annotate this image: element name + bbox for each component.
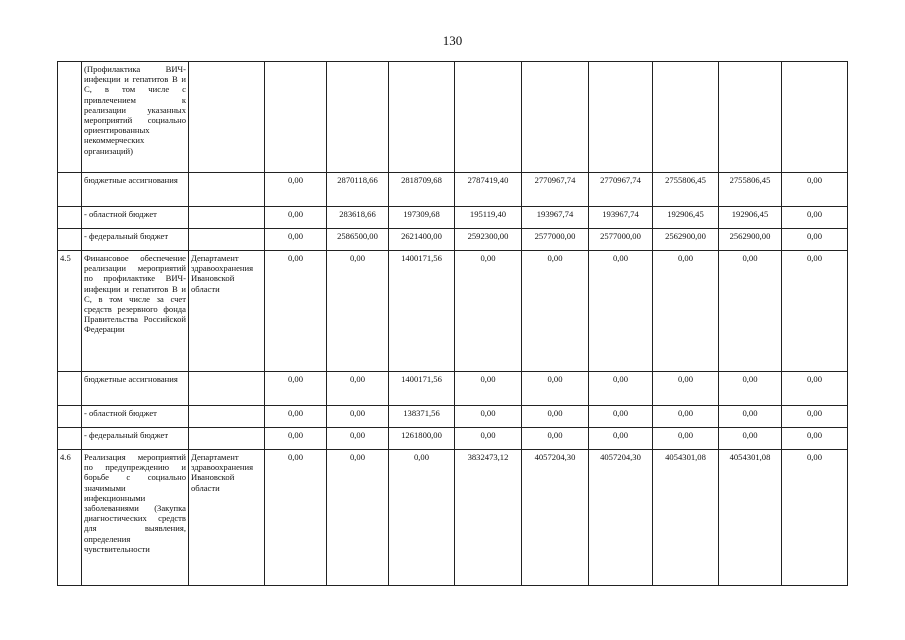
value-cell: 0,00 bbox=[719, 406, 782, 428]
value-cell: 2621400,00 bbox=[389, 229, 455, 251]
value-cell: 0,00 bbox=[653, 372, 719, 406]
value-cell: 1400171,56 bbox=[389, 372, 455, 406]
value-cell bbox=[265, 62, 327, 173]
value-cell: 2577000,00 bbox=[522, 229, 589, 251]
executor-cell: Департамент здравоохранения Ивановской области bbox=[189, 450, 265, 586]
row-name-cell: - федеральный бюджет bbox=[82, 428, 189, 450]
value-cell bbox=[719, 62, 782, 173]
row-index-cell bbox=[58, 372, 82, 406]
value-cell: 0,00 bbox=[782, 229, 848, 251]
value-cell: 193967,74 bbox=[589, 207, 653, 229]
executor-cell bbox=[189, 229, 265, 251]
value-cell: 2562900,00 bbox=[653, 229, 719, 251]
value-cell: 0,00 bbox=[589, 251, 653, 372]
value-cell: 0,00 bbox=[782, 372, 848, 406]
row-name-cell: - федеральный бюджет bbox=[82, 229, 189, 251]
value-cell bbox=[389, 62, 455, 173]
row-name-cell: (Профилактика ВИЧ-инфекции и гепатитов В и С, в том числе с привлечением к реализации указанных мероприятий социально ориентированных некоммерческих организаций) bbox=[82, 62, 189, 173]
table-row bbox=[58, 450, 848, 586]
value-cell: 0,00 bbox=[455, 428, 522, 450]
value-cell bbox=[455, 62, 522, 173]
value-cell bbox=[327, 62, 389, 173]
value-cell: 195119,40 bbox=[455, 207, 522, 229]
value-cell: 0,00 bbox=[522, 406, 589, 428]
value-cell: 2755806,45 bbox=[653, 173, 719, 207]
value-cell: 0,00 bbox=[522, 372, 589, 406]
value-cell: 0,00 bbox=[589, 406, 653, 428]
executor-cell bbox=[189, 406, 265, 428]
value-cell: 283618,66 bbox=[327, 207, 389, 229]
value-cell: 0,00 bbox=[265, 251, 327, 372]
value-cell: 3832473,12 bbox=[455, 450, 522, 586]
value-cell: 4057204,30 bbox=[522, 450, 589, 586]
value-cell: 2770967,74 bbox=[589, 173, 653, 207]
value-cell: 4054301,08 bbox=[653, 450, 719, 586]
value-cell: 1400171,56 bbox=[389, 251, 455, 372]
value-cell: 0,00 bbox=[265, 173, 327, 207]
value-cell: 0,00 bbox=[265, 372, 327, 406]
value-cell: 0,00 bbox=[389, 450, 455, 586]
row-name-cell: - областной бюджет bbox=[82, 406, 189, 428]
value-cell: 2818709,68 bbox=[389, 173, 455, 207]
value-cell: 0,00 bbox=[327, 372, 389, 406]
value-cell bbox=[589, 62, 653, 173]
value-cell: 0,00 bbox=[782, 207, 848, 229]
value-cell: 0,00 bbox=[265, 450, 327, 586]
value-cell: 0,00 bbox=[522, 428, 589, 450]
value-cell: 0,00 bbox=[455, 372, 522, 406]
value-cell: 0,00 bbox=[265, 229, 327, 251]
value-cell: 2870118,66 bbox=[327, 173, 389, 207]
value-cell bbox=[522, 62, 589, 173]
value-cell: 0,00 bbox=[782, 251, 848, 372]
executor-cell: Департамент здравоохранения Ивановской области bbox=[189, 251, 265, 372]
value-cell: 0,00 bbox=[782, 406, 848, 428]
value-cell: 0,00 bbox=[653, 406, 719, 428]
value-cell: 0,00 bbox=[265, 428, 327, 450]
value-cell: 0,00 bbox=[589, 372, 653, 406]
value-cell: 0,00 bbox=[327, 450, 389, 586]
table-row bbox=[58, 372, 848, 406]
value-cell: 197309,68 bbox=[389, 207, 455, 229]
value-cell: 0,00 bbox=[719, 428, 782, 450]
value-cell: 0,00 bbox=[265, 207, 327, 229]
budget-table bbox=[57, 61, 848, 586]
value-cell: 193967,74 bbox=[522, 207, 589, 229]
row-index-cell bbox=[58, 406, 82, 428]
value-cell: 0,00 bbox=[327, 428, 389, 450]
value-cell: 2586500,00 bbox=[327, 229, 389, 251]
table-row bbox=[58, 173, 848, 207]
table-row bbox=[58, 406, 848, 428]
value-cell: 2592300,00 bbox=[455, 229, 522, 251]
executor-cell bbox=[189, 62, 265, 173]
value-cell: 0,00 bbox=[265, 406, 327, 428]
value-cell: 2755806,45 bbox=[719, 173, 782, 207]
value-cell: 4057204,30 bbox=[589, 450, 653, 586]
row-index-cell bbox=[58, 229, 82, 251]
executor-cell bbox=[189, 372, 265, 406]
value-cell: 0,00 bbox=[782, 450, 848, 586]
row-index-cell: 4.5 bbox=[58, 251, 82, 372]
value-cell: 192906,45 bbox=[719, 207, 782, 229]
table-row bbox=[58, 251, 848, 372]
value-cell: 2787419,40 bbox=[455, 173, 522, 207]
table-row bbox=[58, 428, 848, 450]
row-name-cell: бюджетные ассигнования bbox=[82, 173, 189, 207]
value-cell: 1261800,00 bbox=[389, 428, 455, 450]
table-row bbox=[58, 62, 848, 173]
row-name-cell: - областной бюджет bbox=[82, 207, 189, 229]
value-cell: 0,00 bbox=[782, 173, 848, 207]
row-index-cell bbox=[58, 207, 82, 229]
value-cell: 0,00 bbox=[653, 428, 719, 450]
row-index-cell bbox=[58, 62, 82, 173]
row-name-cell: бюджетные ассигнования bbox=[82, 372, 189, 406]
value-cell: 2562900,00 bbox=[719, 229, 782, 251]
value-cell: 0,00 bbox=[455, 251, 522, 372]
page-number: 130 bbox=[442, 33, 463, 48]
value-cell bbox=[782, 62, 848, 173]
value-cell: 138371,56 bbox=[389, 406, 455, 428]
row-index-cell bbox=[58, 428, 82, 450]
value-cell: 0,00 bbox=[327, 251, 389, 372]
value-cell: 0,00 bbox=[719, 251, 782, 372]
value-cell: 0,00 bbox=[653, 251, 719, 372]
value-cell: 0,00 bbox=[782, 428, 848, 450]
value-cell: 192906,45 bbox=[653, 207, 719, 229]
row-index-cell: 4.6 bbox=[58, 450, 82, 586]
value-cell: 0,00 bbox=[719, 372, 782, 406]
value-cell: 4054301,08 bbox=[719, 450, 782, 586]
table-row bbox=[58, 207, 848, 229]
value-cell bbox=[653, 62, 719, 173]
value-cell: 0,00 bbox=[522, 251, 589, 372]
row-index-cell bbox=[58, 173, 82, 207]
executor-cell bbox=[189, 207, 265, 229]
value-cell: 0,00 bbox=[455, 406, 522, 428]
value-cell: 2577000,00 bbox=[589, 229, 653, 251]
row-name-cell: Реализация мероприятий по предупреждению и борьбе с социально значимыми инфекционными заболеваниями (Закупка диагностических средств для выявления, определения чувствительности bbox=[82, 450, 189, 586]
value-cell: 0,00 bbox=[327, 406, 389, 428]
value-cell: 0,00 bbox=[589, 428, 653, 450]
executor-cell bbox=[189, 428, 265, 450]
value-cell: 2770967,74 bbox=[522, 173, 589, 207]
row-name-cell: Финансовое обеспечение реализации мероприятий по профилактике ВИЧ-инфекции и гепатитов В и С, в том числе за счет средств резервного фонда Правительства Российской Федерации bbox=[82, 251, 189, 372]
executor-cell bbox=[189, 173, 265, 207]
table-row bbox=[58, 229, 848, 251]
